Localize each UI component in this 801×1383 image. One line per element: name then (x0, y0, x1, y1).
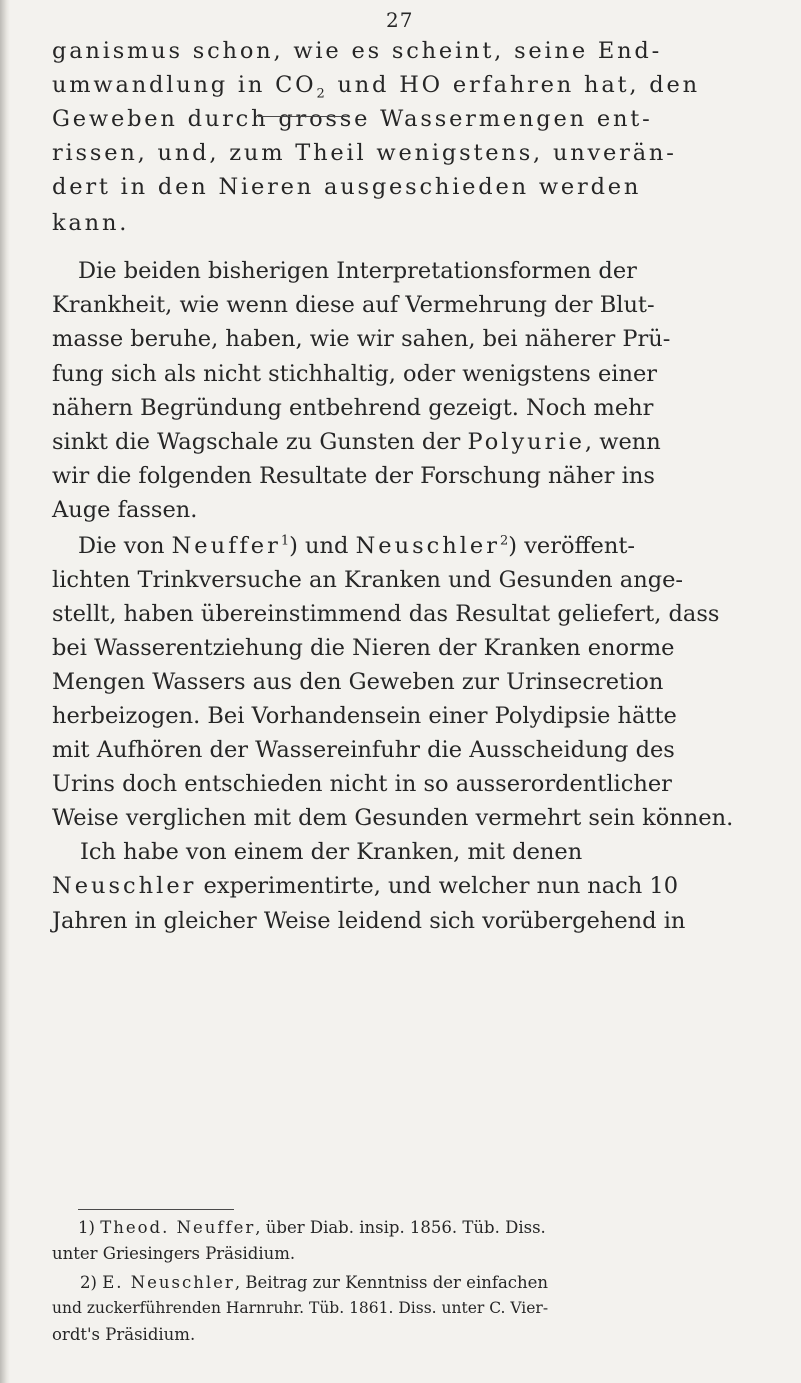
footnote-author: E. Neuschler (102, 1273, 235, 1292)
footnote-1 (78, 1220, 546, 1237)
footnote-number: 1) (78, 1218, 101, 1237)
text-line: stellt, haben übereinstimmend das Resultat geliefert, dass (52, 601, 720, 627)
subscript: 2 (316, 86, 328, 102)
text-line: wir die folgenden Resultate der Forschung näher ins (52, 463, 655, 489)
text-run: ) veröffent- (508, 533, 635, 559)
text-run: , wenn (584, 429, 661, 455)
footnote-text: , Beitrag zur Kenntniss der einfachen (234, 1273, 549, 1292)
text-line (52, 74, 700, 101)
text-line: Ich habe von einem der Kranken, mit denen (80, 839, 583, 865)
footnote-ref: 1 (280, 533, 290, 549)
text-line: herbeizogen. Bei Vorhandensein einer Polydipsie hätte (52, 703, 677, 729)
page-edge-shadow (0, 0, 10, 1383)
footnote-2-line-2: und zuckerführenden Harnruhr. Tüb. 1861. Diss. unter C. Vier- (52, 1299, 549, 1317)
section-divider (258, 116, 350, 117)
author-name: Neuffer (171, 533, 281, 559)
text-line: Krankheit, wie wenn diese auf Vermehrung der Blut- (52, 292, 655, 318)
text-line: ganismus schon, wie es scheint, seine End- (52, 38, 663, 64)
text-line: Die beiden bisherigen Interpretationsformen der (78, 258, 637, 284)
author-name: Neuschler (355, 533, 500, 559)
text-line: Weise verglichen mit dem Gesunden vermehrt sein können. (52, 805, 734, 831)
text-line: kann. (52, 210, 130, 236)
text-run: ) und (289, 533, 356, 559)
author-name: Neuschler (52, 873, 197, 899)
text-line: mit Aufhören der Wassereinfuhr die Ausscheidung des (52, 737, 675, 763)
footnote-ref: 2 (500, 533, 509, 549)
footnote-2-line-3: ordt's Präsidium. (52, 1325, 196, 1344)
text-line (52, 431, 661, 454)
text-line (78, 535, 635, 558)
text-line: bei Wasserentziehung die Nieren der Kranken enorme (52, 635, 675, 661)
footnote-author: Theod. Neuffer (100, 1218, 256, 1237)
footnote-text: , über Diab. insip. 1856. Tüb. Diss. (255, 1218, 546, 1237)
text-run: umwandlung in CO (52, 72, 317, 98)
text-run: experimentirte, und welcher nun nach 10 (196, 873, 679, 899)
text-run: sinkt die Wagschale zu Gunsten der (52, 429, 468, 455)
text-line: lichten Trinkversuche an Kranken und Gesunden ange- (52, 567, 684, 593)
footnote-2 (80, 1275, 548, 1292)
emphasized-term: Polyurie (467, 429, 585, 455)
text-line: dert in den Nieren ausgeschieden werden (52, 174, 642, 200)
text-line: Jahren in gleicher Weise leidend sich vorübergehend in (52, 908, 686, 934)
text-line: Urins doch entschieden nicht in so ausserordentlicher (52, 771, 672, 797)
text-line: Geweben durch grosse Wassermengen ent- (52, 106, 653, 132)
footnote-divider (78, 1209, 234, 1210)
page-number: 27 (386, 8, 414, 32)
text-line: Mengen Wassers aus den Geweben zur Urinsecretion (52, 669, 664, 695)
text-line: nähern Begründung entbehrend gezeigt. Noch mehr (52, 395, 654, 421)
text-line (52, 875, 678, 898)
text-run: und HO erfahren hat, den (327, 72, 700, 98)
footnote-number: 2) (80, 1273, 103, 1292)
text-run: Die von (78, 533, 172, 559)
text-line: masse beruhe, haben, wie wir sahen, bei näherer Prü- (52, 326, 671, 352)
text-line: Auge fassen. (52, 497, 198, 523)
text-line: rissen, und, zum Theil wenigstens, unverän- (52, 140, 677, 166)
footnote-1-line-2: unter Griesingers Präsidium. (52, 1244, 296, 1263)
text-line: fung sich als nicht stichhaltig, oder wenigstens einer (52, 361, 658, 387)
